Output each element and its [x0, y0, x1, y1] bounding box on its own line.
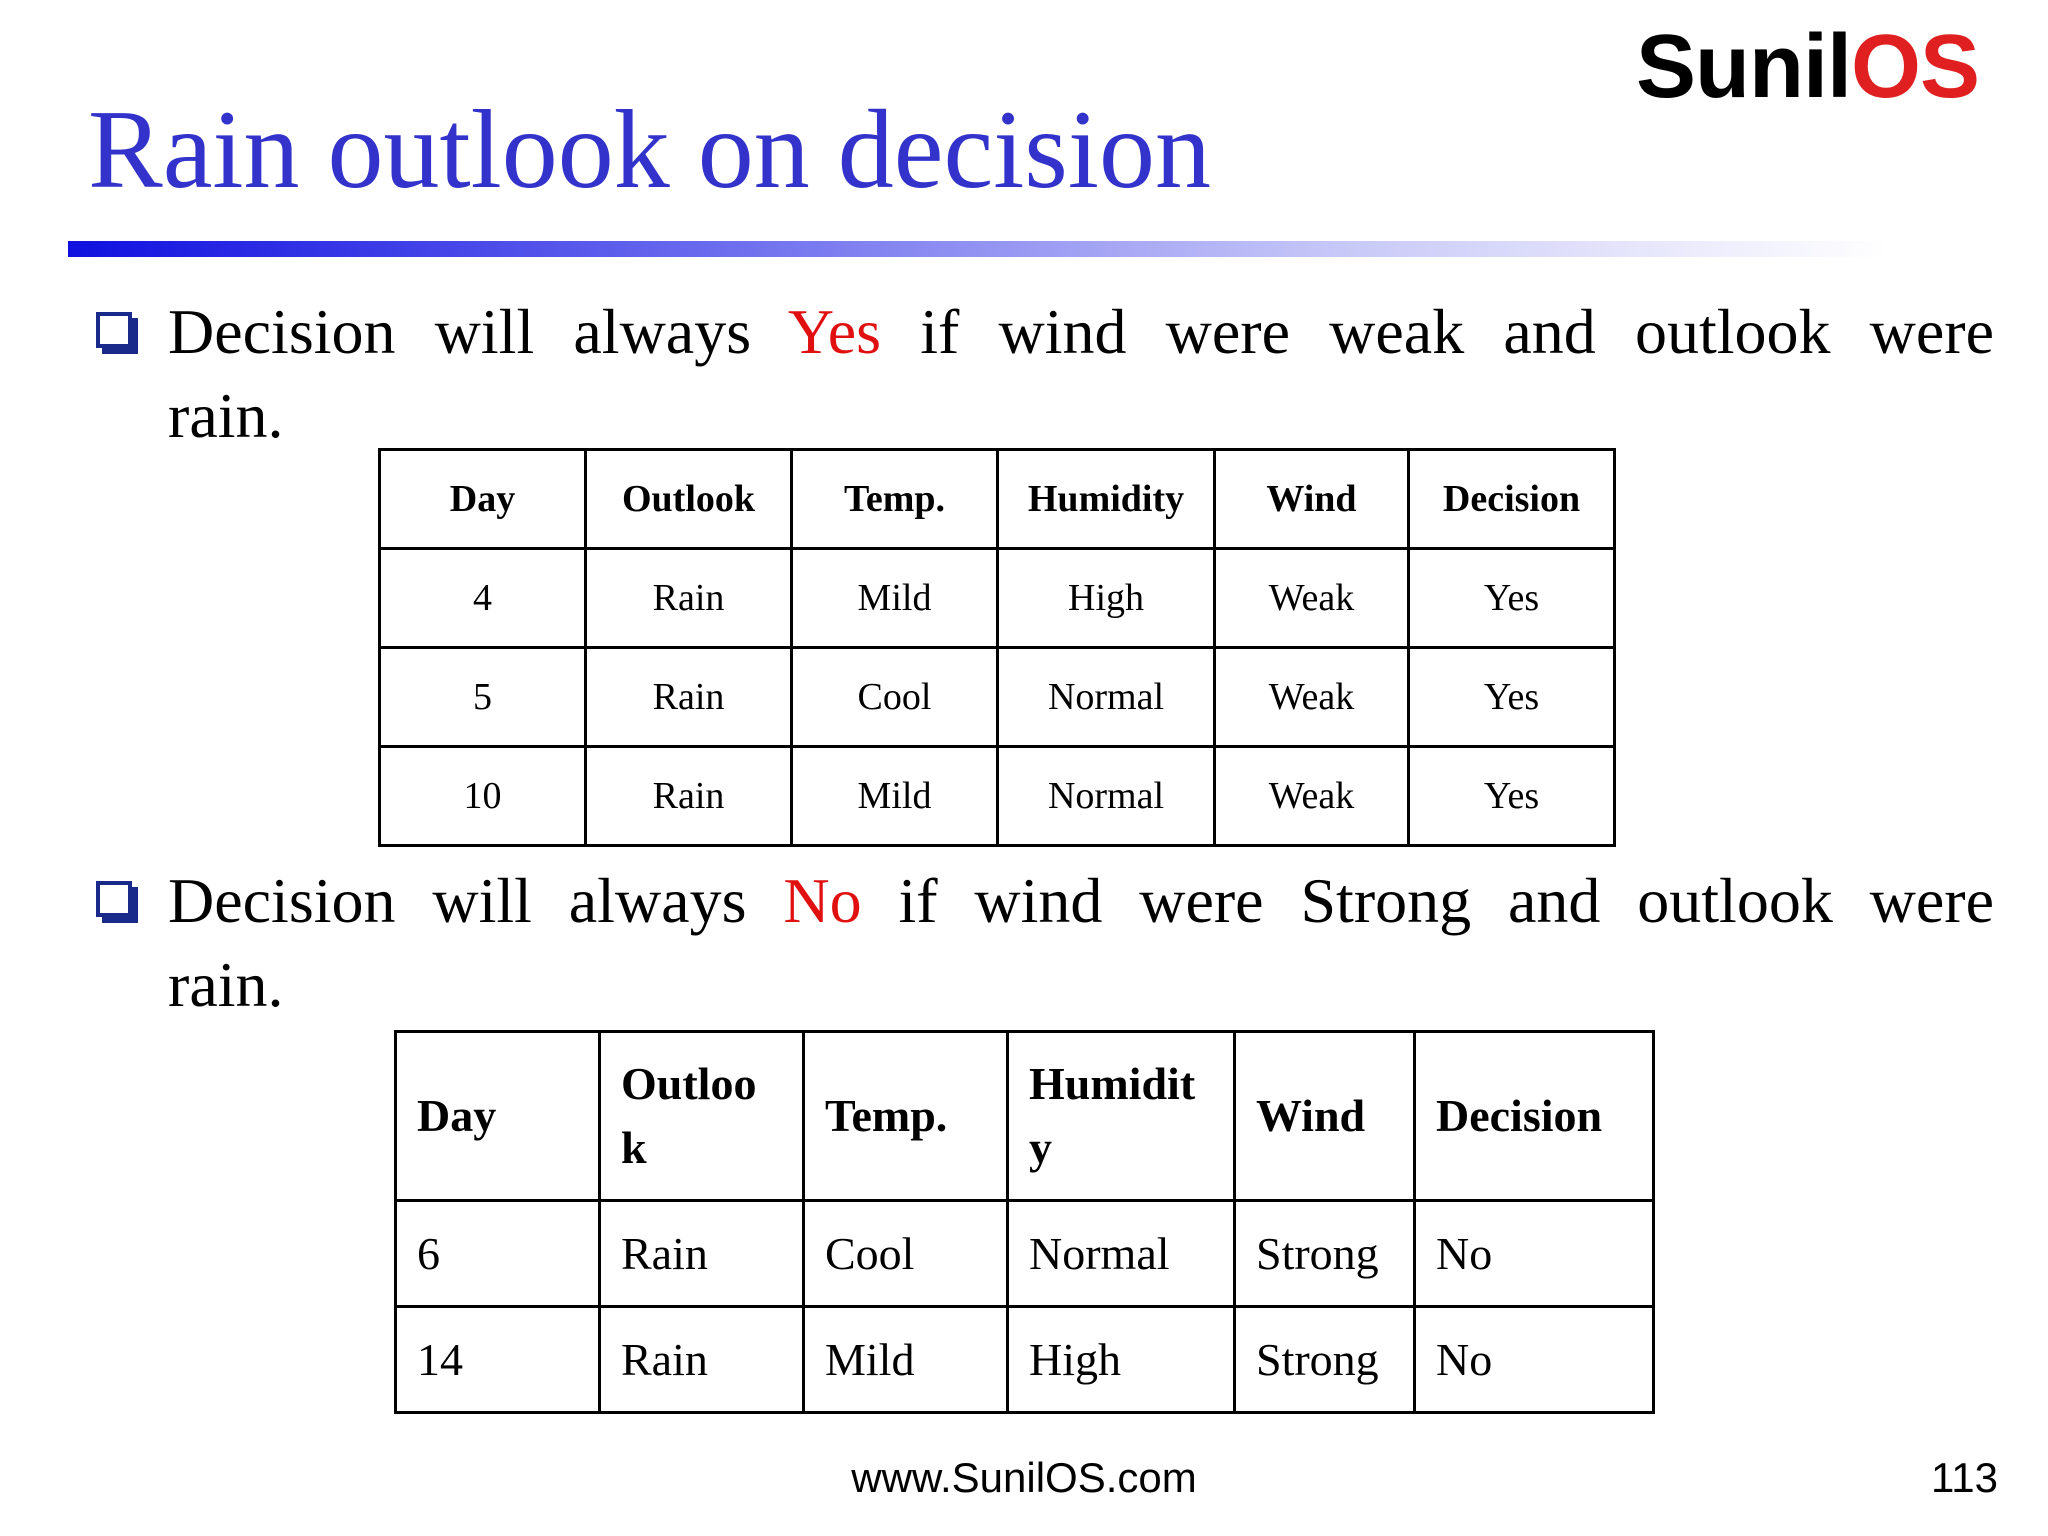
cell-outlook: Rain: [586, 648, 792, 747]
table-row: [396, 1201, 1654, 1307]
header-humidity: Humidity: [998, 450, 1215, 549]
bullet-text-before: Decision will always: [168, 865, 747, 936]
table-row: [380, 747, 1615, 846]
page-number: 113: [1931, 1454, 1998, 1501]
cell-decision: Yes: [1409, 648, 1615, 747]
cell-day: 14: [396, 1307, 600, 1413]
cell-day: 4: [380, 549, 586, 648]
bullet-text: [168, 859, 1994, 943]
cell-humidity: Normal: [1008, 1201, 1235, 1307]
cell-day: 6: [396, 1201, 600, 1307]
cell-humidity: Normal: [998, 747, 1215, 846]
bullet-highlight-no: No: [783, 865, 862, 936]
table-header-row: [380, 450, 1615, 549]
slide-title: Rain outlook on decision: [88, 88, 1212, 212]
header-temp: Temp.: [792, 450, 998, 549]
cell-humidity: High: [998, 549, 1215, 648]
bullet-text-continuation: rain.: [168, 380, 284, 451]
cell-day: 10: [380, 747, 586, 846]
cell-day: 5: [380, 648, 586, 747]
cell-wind: Strong: [1235, 1307, 1415, 1413]
header-wind: Wind: [1235, 1032, 1415, 1201]
cell-decision: Yes: [1409, 747, 1615, 846]
header-decision: Decision: [1415, 1032, 1654, 1201]
sunilos-logo: [1636, 17, 1980, 117]
header-humidity: Humidit y: [1008, 1032, 1235, 1201]
cell-outlook: Rain: [586, 747, 792, 846]
cell-wind: Weak: [1215, 549, 1409, 648]
cell-temp: Cool: [804, 1201, 1008, 1307]
cell-decision: No: [1415, 1201, 1654, 1307]
cell-outlook: Rain: [600, 1307, 804, 1413]
footer-url: www.SunilOS.com: [851, 1454, 1197, 1501]
cell-wind: Strong: [1235, 1201, 1415, 1307]
header-temp: Temp.: [804, 1032, 1008, 1201]
cell-outlook: Rain: [586, 549, 792, 648]
bullet-highlight-yes: Yes: [787, 296, 882, 367]
checkbox-bullet-icon: [96, 881, 132, 917]
cell-temp: Mild: [804, 1307, 1008, 1413]
title-underline: [68, 241, 1888, 257]
cell-decision: Yes: [1409, 549, 1615, 648]
header-outlook: Outlook: [586, 450, 792, 549]
cell-wind: Weak: [1215, 747, 1409, 846]
rain-strong-wind-table: [394, 1030, 1655, 1414]
cell-temp: Cool: [792, 648, 998, 747]
table-header-row: [396, 1032, 1654, 1201]
bullet-text: [168, 290, 1994, 374]
header-outlook: Outloo k: [600, 1032, 804, 1201]
cell-temp: Mild: [792, 549, 998, 648]
header-decision: Decision: [1409, 450, 1615, 549]
cell-temp: Mild: [792, 747, 998, 846]
logo-text-os: OS: [1851, 17, 1980, 117]
bullet-text-after: if wind were weak and outlook were: [920, 296, 1995, 367]
cell-decision: No: [1415, 1307, 1654, 1413]
table-row: [396, 1307, 1654, 1413]
logo-text-sunil: Sunil: [1636, 17, 1851, 117]
bullet-text-after: if wind were Strong and outlook were: [898, 865, 1995, 936]
cell-humidity: High: [1008, 1307, 1235, 1413]
checkbox-bullet-icon: [96, 312, 132, 348]
header-wind: Wind: [1215, 450, 1409, 549]
table-row: [380, 648, 1615, 747]
cell-humidity: Normal: [998, 648, 1215, 747]
rain-weak-wind-table: [378, 448, 1616, 847]
cell-wind: Weak: [1215, 648, 1409, 747]
header-day: Day: [396, 1032, 600, 1201]
table-row: [380, 549, 1615, 648]
cell-outlook: Rain: [600, 1201, 804, 1307]
bullet-text-before: Decision will always: [168, 296, 752, 367]
bullet-text-continuation: rain.: [168, 949, 284, 1020]
header-day: Day: [380, 450, 586, 549]
